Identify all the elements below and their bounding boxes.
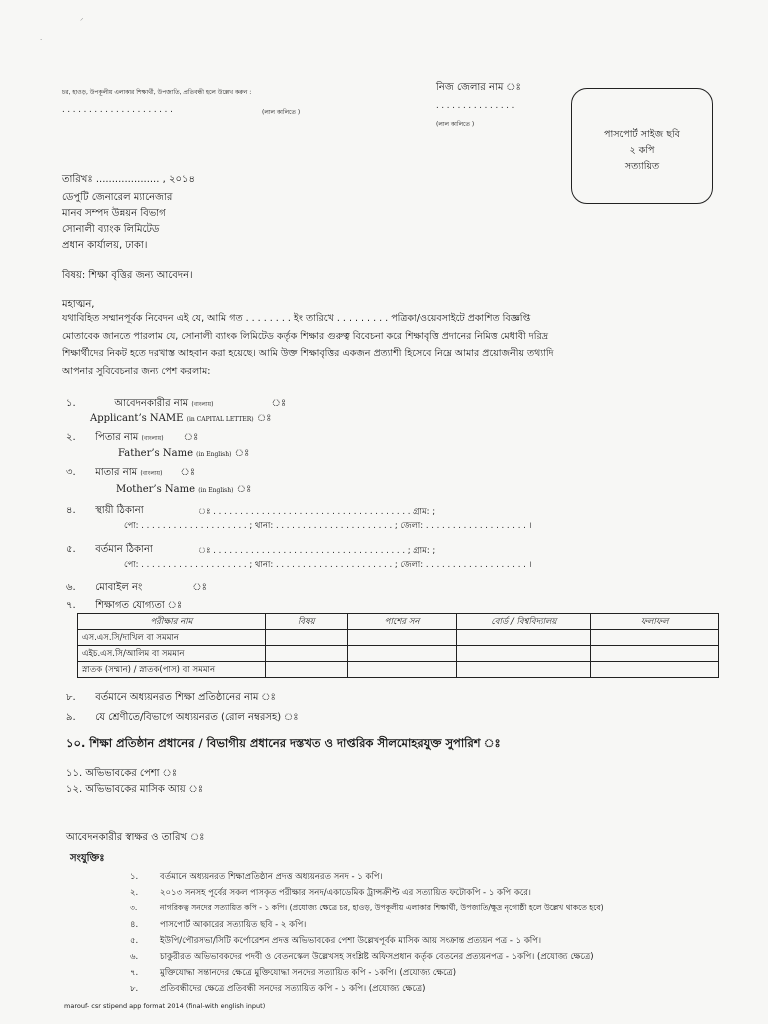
table-row xyxy=(78,662,719,678)
attachment-item xyxy=(130,902,604,915)
table-cell[interactable] xyxy=(457,646,591,662)
body-line: যথাবিহিত সম্মানপূর্বক নিবেদন এই যে, আমি গত . . . . . . . . ইং তারিখে . . . . . . . . . পত্রিকা/ওয়েবসাইটে প্রকাশিত বিজ্ঞপ্তি xyxy=(62,313,531,324)
table-header-row xyxy=(78,614,719,630)
body-paragraph xyxy=(62,310,717,380)
table-row xyxy=(78,630,719,646)
column-header: পাশের সন xyxy=(347,614,457,630)
attachment-number: ৬. xyxy=(130,952,139,962)
field-number: ১. xyxy=(66,398,76,409)
attachment-item xyxy=(130,934,541,948)
photo-line-3: সত্যায়িত xyxy=(624,161,660,172)
field-label: মোবাইল নং xyxy=(95,582,143,593)
field-colon: ঃ xyxy=(236,484,252,495)
field-label: Mother’s Name xyxy=(116,484,196,495)
attachment-number: ৩. xyxy=(130,903,138,912)
footer-note: marouf- csr stipend app format 2014 (final-with english input) xyxy=(64,1002,266,1010)
exam-name-cell: এইচ.এস.সি/আলিম বা সমমান xyxy=(78,646,266,662)
field-colon: ঃ xyxy=(234,448,250,459)
attachment-number: ৮. xyxy=(130,984,139,994)
exam-name-cell: স্নাতক (সম্মান) / স্নাতক(পাস) বা সমমান xyxy=(78,662,266,678)
char-area-hint: (লাল কালিতে ) xyxy=(262,109,301,116)
mobile-field[interactable] xyxy=(66,580,207,597)
attachment-item xyxy=(130,982,425,996)
photo-line-2: ২ কপি xyxy=(629,145,655,156)
field-hint: (বাংলায়) xyxy=(140,470,163,477)
attachment-number: ২. xyxy=(130,888,139,898)
district-label: নিজ জেলার নাম ঃ xyxy=(436,82,521,93)
table-cell[interactable] xyxy=(591,630,719,646)
field-label: Applicant’s NAME xyxy=(90,413,184,424)
attachment-text: চাকুরীরত অভিভাবকদের পদবী ও বেতনস্কেল উল্লেখসহ সংশ্লিষ্ট অফিসপ্রধান কর্তৃক বেতনের প্রত্যয়নপত্র - ১কপি। (প্রযোজ্য ক্ষেত্রে) xyxy=(160,952,594,962)
scan-speck: · xyxy=(40,36,43,44)
attachment-number: ৫. xyxy=(130,936,139,946)
field-number: ৫. xyxy=(66,544,76,555)
field-colon: ঃ xyxy=(256,413,272,424)
table-cell[interactable] xyxy=(265,646,347,662)
signature-field[interactable]: আবেদনকারীর স্বাক্ষর ও তারিখ ঃ xyxy=(66,832,205,843)
attachment-text: প্রতিবন্ধীদের ক্ষেত্রে প্রতিবন্ধী সনদের সত্যায়িত কপি - ১ কপি। (প্রযোজ্য ক্ষেত্রে) xyxy=(160,984,426,994)
date-line[interactable]: তারিখঃ .................... , ২০১৪ xyxy=(62,174,195,185)
education-table xyxy=(77,613,719,678)
field-label: আবেদনকারীর নাম xyxy=(114,398,189,409)
field-label: শিক্ষাগত যোগ্যতা ঃ xyxy=(95,600,183,611)
attachment-item xyxy=(130,966,456,980)
recipient-line: সোনালী ব্যাংক লিমিটেড xyxy=(62,224,160,235)
attachment-text: ইউপি/পৌরসভা/সিটি কর্পোরেশন প্রদত্ত অভিভাবকের পেশা উল্লেখপূর্বক মাসিক আয় সংক্রান্ত প্রত্যয়ন পত্র - ১ কপি। xyxy=(160,936,542,946)
permanent-address-line-2[interactable]: পো: . . . . . . . . . . . . . . . . . . . . ; থানা: . . . . . . . . . . . . . . . . . . . . . . ; জেলা: . . . . . . . . . . . . . . . . . . . । xyxy=(124,521,532,531)
attachment-item xyxy=(130,950,594,964)
table-cell[interactable] xyxy=(457,630,591,646)
field-label: বর্তমান ঠিকানা xyxy=(95,544,153,555)
scan-speck: ⸝ xyxy=(80,14,84,22)
exam-name-cell: এস.এস.সি/দাখিল বা সমমান xyxy=(78,630,266,646)
table-cell[interactable] xyxy=(591,646,719,662)
table-cell[interactable] xyxy=(265,630,347,646)
body-line: আপনার সুবিবেচনার জন্য পেশ করলাম: xyxy=(62,365,211,377)
field-number: ৩. xyxy=(66,467,76,478)
guardian-occupation-field[interactable]: ১১. অভিভাবকের পেশা ঃ xyxy=(66,768,178,779)
applicant-name-english-field[interactable] xyxy=(90,411,272,428)
field-number: ৭. xyxy=(66,600,76,611)
recipient-line: ডেপুটি জেনারেল ম্যানেজার xyxy=(62,192,173,203)
char-area-note: চর, হাওড়, উপকূলীয় এলাকার শিক্ষার্থী, উপজাতি, প্রতিবন্ধী হলে উল্লেখ করুন : xyxy=(62,89,252,96)
photo-line-1: পাসপোর্ট সাইজ ছবি xyxy=(604,129,680,140)
photo-box xyxy=(571,88,713,204)
attachment-number: ৭. xyxy=(130,968,139,978)
attachment-item xyxy=(130,886,531,900)
table-cell[interactable] xyxy=(591,662,719,678)
father-name-english-field[interactable] xyxy=(118,446,249,463)
field-number: ৬. xyxy=(66,582,76,593)
field-number: ৯. xyxy=(66,712,76,723)
field-label: মাতার নাম xyxy=(95,467,138,478)
recipient-line: মানব সম্পদ উন্নয়ন বিভাগ xyxy=(62,208,166,219)
field-number: ৪. xyxy=(66,505,76,516)
district-hint: (লাল কালিতে ) xyxy=(436,121,475,128)
salutation: মহাত্মন, xyxy=(62,299,95,310)
field-hint: (বাংলায়) xyxy=(141,435,164,442)
column-header: পরীক্ষার নাম xyxy=(78,614,266,630)
mother-name-english-field[interactable] xyxy=(116,482,251,499)
table-cell[interactable] xyxy=(347,630,457,646)
attachment-number: ৪. xyxy=(130,920,139,930)
subject-line: বিষয়: শিক্ষা বৃত্তির জন্য আবেদন। xyxy=(62,270,193,281)
field-hint: (বাংলায়) xyxy=(191,401,214,408)
permanent-address-label xyxy=(66,503,144,520)
present-address-line-1[interactable]: ঃ . . . . . . . . . . . . . . . . . . . . . . . . . . . . . . . . . . . . ; গ্রাম: ; xyxy=(198,546,436,556)
attachment-item xyxy=(130,870,383,884)
current-class-field[interactable] xyxy=(66,710,299,727)
column-header: ফলাফল xyxy=(591,614,719,630)
field-label: পিতার নাম xyxy=(95,432,139,443)
attachment-text: পাসপোর্ট আকারের সত্যায়িত ছবি - ২ কপি। xyxy=(160,920,307,930)
field-label: যে শ্রেণীতে/বিভাগে অধ্যয়নরত (রোল নম্বরসহ) ঃ xyxy=(95,712,299,723)
recommendation-field[interactable]: ১০. শিক্ষা প্রতিষ্ঠান প্রধানের / বিভাগীয় প্রধানের দস্তখত ও দাপ্তরিক সীলমোহরযুক্ত সুপারিশ ঃ xyxy=(66,736,501,750)
body-line: মোতাবেক জানতে পারলাম যে, সোনালী ব্যাংক লিমিটেড কর্তৃক শিক্ষার গুরুত্ব বিবেচনা করে শিক্ষাবৃত্তি প্রদানের নিমিত্ত মেধাবী দরিদ্র xyxy=(62,330,549,342)
attachment-text: ২০১৩ সনসহ পূর্বের সকল পাসকৃত পরীক্ষার সনদ/একাডেমিক ট্রান্সক্রীপ্ট এর সত্যায়িত ফটোকপি - ১ কপি করে। xyxy=(160,888,531,898)
field-label: Father’s Name xyxy=(118,448,193,459)
table-cell[interactable] xyxy=(347,646,457,662)
attachment-text: মুক্তিযোদ্ধা সন্তানদের ক্ষেত্রে মুক্তিযোদ্ধা সনদের সত্যায়িত কপি - ১কপি। (প্রযোজ্য ক্ষেত্রে) xyxy=(160,968,457,978)
attachment-text: নাগরিকত্ব সনদের সত্যায়িত কপি - ১ কপি। (প্রযোজ্য ক্ষেত্রে চর, হাওড়, উপকূলীয় এলাকার শিক্ষার্থী, উপজাতি/ক্ষুদ্র নৃগোষ্ঠী হলে উল্লেখ থাকতে হবে) xyxy=(160,903,604,912)
attachment-item xyxy=(130,918,306,932)
table-cell[interactable] xyxy=(347,662,457,678)
attachment-number: ১. xyxy=(130,872,139,882)
table-row xyxy=(78,646,719,662)
table-cell[interactable] xyxy=(457,662,591,678)
present-address-label xyxy=(66,542,153,559)
field-hint: (in English) xyxy=(198,487,234,494)
field-label: স্থায়ী ঠিকানা xyxy=(95,505,144,516)
char-area-dots[interactable]: . . . . . . . . . . . . . . . . . . . . . xyxy=(62,105,173,115)
field-hint: (in English) xyxy=(196,451,232,458)
district-dots[interactable]: . . . . . . . . . . . . . . . xyxy=(436,101,515,111)
mother-name-field[interactable] xyxy=(66,465,195,482)
attachments-title: সংযুক্তিঃ xyxy=(70,853,105,864)
current-institution-field[interactable] xyxy=(66,690,276,707)
field-number: ৮. xyxy=(66,692,76,703)
attachment-text: বর্তমানে অধ্যয়নরত শিক্ষাপ্রতিষ্ঠান প্রদত্ত অধ্যয়নরত সনদ - ১ কপি। xyxy=(160,872,383,882)
column-header: বিষয় xyxy=(265,614,347,630)
field-number: ২. xyxy=(66,432,76,443)
field-hint: (in CAPITAL LETTER) xyxy=(186,416,254,423)
permanent-address-line-1[interactable]: ঃ . . . . . . . . . . . . . . . . . . . . . . . . . . . . . . . . . . . . . গ্রাম: ; xyxy=(198,507,436,517)
present-address-line-2[interactable]: পো: . . . . . . . . . . . . . . . . . . . . ; থানা: . . . . . . . . . . . . . . . . . . . . . . ; জেলা: . . . . . . . . . . . . . . . . . . . । xyxy=(124,560,532,570)
table-cell[interactable] xyxy=(265,662,347,678)
guardian-income-field[interactable]: ১২. অভিভাবকের মাসিক আয় ঃ xyxy=(66,784,204,795)
recipient-line: প্রধান কার্যালয়, ঢাকা। xyxy=(62,240,148,251)
body-line: শিক্ষার্থীদের নিকট হতে দরখাস্ত আহবান করা হয়েছে। আমি উক্ত শিক্ষাবৃত্তির একজন প্রত্যাশী হিসেবে নিম্নে আমার প্রয়োজনীয় তথ্যাদি xyxy=(62,348,554,359)
column-header: বোর্ড / বিশ্ববিদ্যালয় xyxy=(457,614,591,630)
father-name-field[interactable] xyxy=(66,430,198,447)
field-label: বর্তমানে অধ্যয়নরত শিক্ষা প্রতিষ্ঠানের নাম ঃ xyxy=(95,692,276,703)
